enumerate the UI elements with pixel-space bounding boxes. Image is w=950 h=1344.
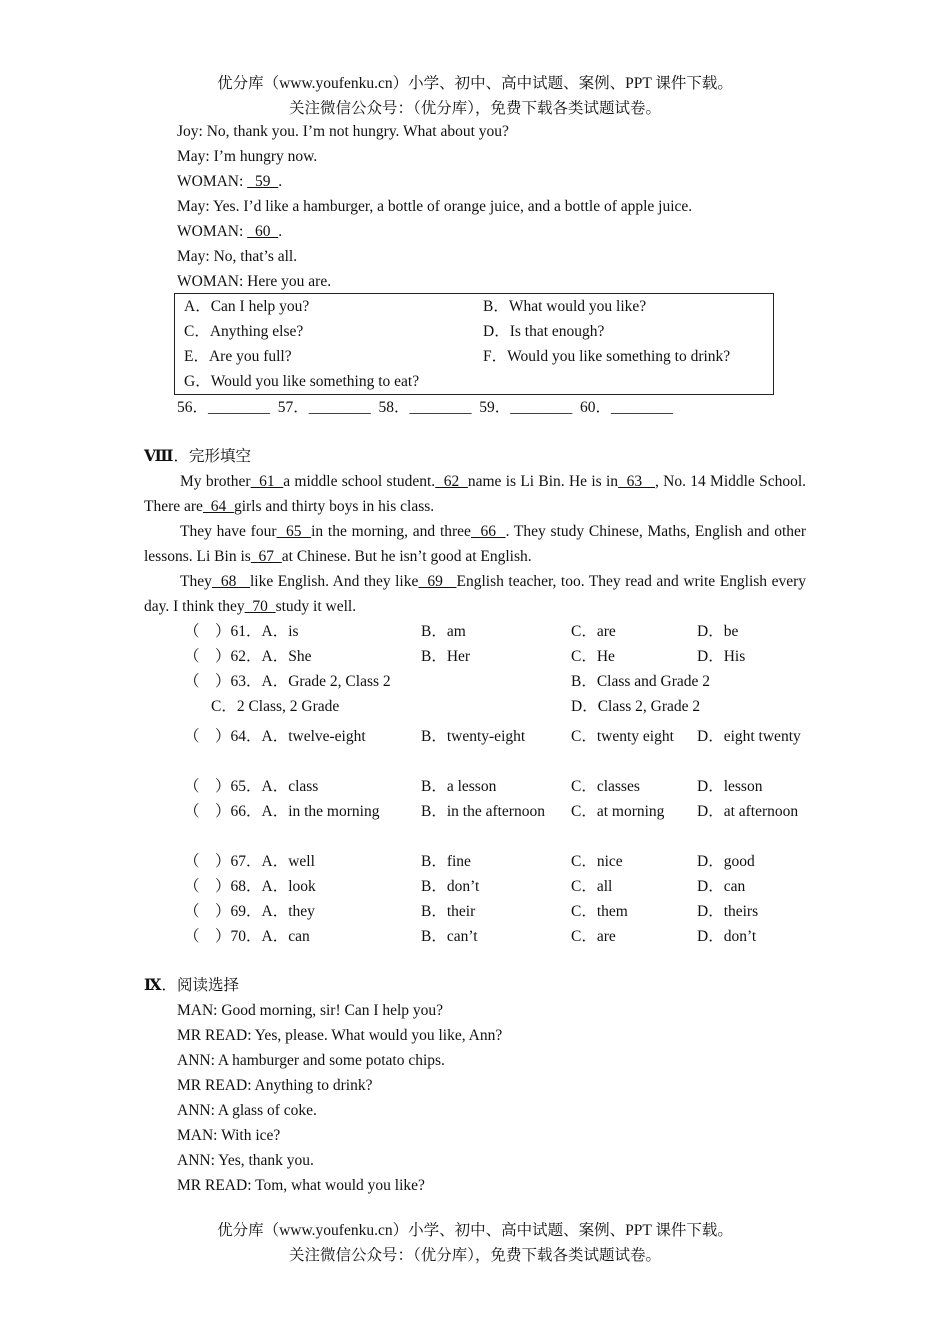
option-c: C．are (571, 623, 616, 640)
option-d: D．lesson (697, 778, 763, 795)
cloze-paragraph-1 (144, 469, 806, 519)
blank-67: 67 (250, 548, 282, 565)
option-c: C．are (571, 928, 616, 945)
text: English teacher, too. They read and write English every day. I think they (144, 573, 807, 615)
question-69: （ ）69．A．they (184, 903, 315, 920)
section-9-heading (144, 973, 239, 998)
option-c: C．at morning (571, 803, 665, 820)
option-b: B．a lesson (421, 778, 497, 795)
blank-69: 69 (418, 573, 457, 590)
option-d: D．His (697, 648, 746, 665)
option-d: D．be (697, 623, 739, 640)
question-61: （ ）61．A．is (184, 623, 299, 640)
text: girls and thirty boys in his class. (233, 498, 435, 515)
answer-line: 56．________ 57．________ 58．________ 59．________ 60．________ (177, 399, 674, 416)
dialogue-line: May: I’m hungry now. (177, 148, 318, 165)
question-66: （ ）66．A．in the morning (184, 803, 380, 820)
blank-64: 64 (202, 498, 234, 515)
option-c: C．twenty eight (571, 728, 674, 745)
blank-65: 65 (276, 523, 312, 540)
option-c: C．nice (571, 853, 623, 870)
blank-59: 59 (247, 173, 279, 190)
blank-68: 68 (211, 573, 250, 590)
option-b: B．fine (421, 853, 471, 870)
reading-line: MR READ: Yes, please. What would you like, Ann? (177, 1027, 503, 1044)
question-64: （ ）64．A．twelve-eight (184, 728, 366, 745)
option-d: D．good (697, 853, 755, 870)
blank-60: 60 (247, 223, 279, 240)
option-d: D．Is that enough? (483, 323, 605, 340)
cloze-paragraph-2 (144, 519, 806, 569)
text: name is Li Bin. He is in (467, 473, 619, 490)
text: They have four (180, 523, 277, 540)
text: like English. And they like (250, 573, 419, 590)
section-number: Ⅸ (144, 977, 162, 994)
speaker: WOMAN: (177, 223, 248, 240)
option-b: B．don’t (421, 878, 480, 895)
option-c: C．2 Class, 2 Grade (211, 698, 340, 715)
section-number: Ⅷ (144, 448, 174, 465)
question-68: （ ）68．A．look (184, 878, 316, 895)
option-c: C．classes (571, 778, 640, 795)
reading-line: ANN: A hamburger and some potato chips. (177, 1052, 445, 1069)
reading-line: MAN: Good morning, sir! Can I help you? (177, 1002, 444, 1019)
blank-61: 61 (250, 473, 284, 490)
option-b: B．am (421, 623, 466, 640)
option-d: D．Class 2, Grade 2 (571, 698, 701, 715)
text: My brother (180, 473, 251, 490)
dialogue-line: May: Yes. I’d like a hamburger, a bottle of orange juice, and a bottle of apple juice. (177, 198, 693, 215)
question-63: （ ）63．A．Grade 2, Class 2 (184, 673, 391, 690)
option-d: D．don’t (697, 928, 757, 945)
section-title: ．完形填空 (173, 448, 251, 465)
reading-line: ANN: A glass of coke. (177, 1102, 317, 1119)
option-b: B．Her (421, 648, 471, 665)
punct: . (278, 173, 283, 190)
blank-62: 62 (435, 473, 468, 490)
question-65: （ ）65．A．class (184, 778, 319, 795)
question-62: （ ）62．A．She (184, 648, 312, 665)
option-g: G．Would you like something to eat? (184, 373, 420, 390)
blank-70: 70 (244, 598, 276, 615)
text: They (180, 573, 212, 590)
reading-line: MAN: With ice? (177, 1127, 281, 1144)
reading-line: ANN: Yes, thank you. (177, 1152, 314, 1169)
option-b: B．their (421, 903, 476, 920)
option-d: D．theirs (697, 903, 759, 920)
punct: . (278, 223, 283, 240)
option-c: C．He (571, 648, 615, 665)
option-b: B．Class and Grade 2 (571, 673, 711, 690)
text: in the morning, and three (311, 523, 471, 540)
option-b: B．What would you like? (483, 298, 647, 315)
option-d: D．eight twenty (697, 728, 801, 745)
reading-line: MR READ: Anything to drink? (177, 1077, 373, 1094)
option-d: D．can (697, 878, 746, 895)
option-c: C．all (571, 878, 613, 895)
question-67: （ ）67．A．well (184, 853, 315, 870)
text: , No. 14 Middle School. There are (144, 473, 807, 515)
dialogue-line (177, 219, 282, 244)
option-f: F．Would you like something to drink? (483, 348, 731, 365)
header-line-1: 优分库（www.youfenku.cn）小学、初中、高中试题、案例、PPT 课件下载。 (217, 75, 733, 92)
text: a middle school student. (283, 473, 436, 490)
text: study it well. (275, 598, 357, 615)
blank-63: 63 (618, 473, 655, 490)
dialogue-line (177, 169, 282, 194)
question-70: （ ）70．A．can (184, 928, 310, 945)
header-line-2: 关注微信公众号：（优分库），免费下载各类试题试卷。 (288, 100, 661, 117)
dialogue-line: WOMAN: Here you are. (177, 273, 332, 290)
speaker: WOMAN: (177, 173, 248, 190)
option-e: E．Are you full? (184, 348, 292, 365)
section-8-heading (144, 444, 251, 469)
option-b: B．can’t (421, 928, 478, 945)
footer-line-1: 优分库（www.youfenku.cn）小学、初中、高中试题、案例、PPT 课件下载。 (217, 1222, 733, 1239)
dialogue-line: Joy: No, thank you. I’m not hungry. What about you? (177, 123, 509, 140)
blank-66: 66 (470, 523, 506, 540)
option-c: C．them (571, 903, 628, 920)
footer-line-2: 关注微信公众号：（优分库），免费下载各类试题试卷。 (288, 1247, 661, 1264)
option-c: C．Anything else? (184, 323, 304, 340)
section-title: ．阅读选择 (161, 977, 239, 994)
text: at Chinese. But he isn’t good at English. (281, 548, 532, 565)
option-b: B．in the afternoon (421, 803, 545, 820)
option-a: A．Can I help you? (184, 298, 310, 315)
text: . They study Chinese, Maths, English and other lessons. Li Bin is (144, 523, 807, 565)
option-b: B．twenty-eight (421, 728, 526, 745)
dialogue-line: May: No, that’s all. (177, 248, 298, 265)
option-d: D．at afternoon (697, 803, 799, 820)
cloze-paragraph-3 (144, 569, 806, 619)
reading-line: MR READ: Tom, what would you like? (177, 1177, 425, 1194)
